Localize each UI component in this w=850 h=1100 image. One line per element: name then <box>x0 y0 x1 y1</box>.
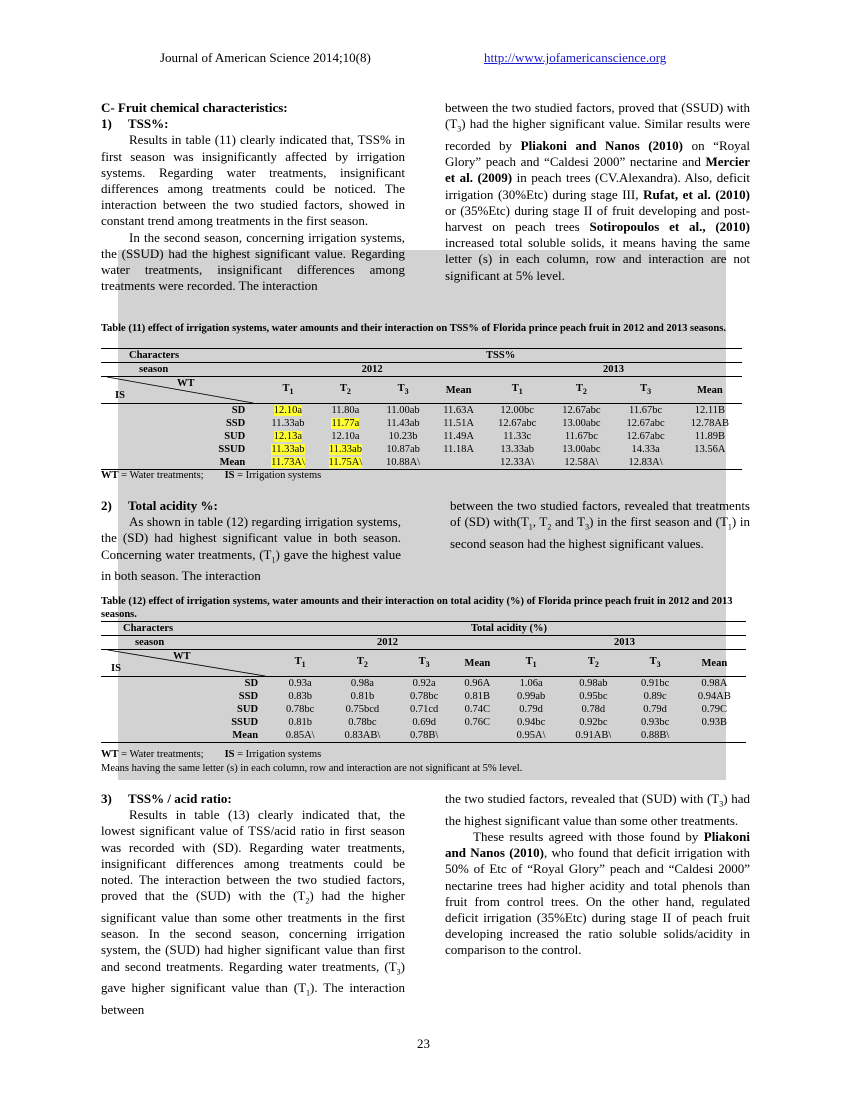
table-cell: 14.33a <box>631 444 660 455</box>
table-cell: 0.81B <box>464 691 491 702</box>
table-cell: 0.74C <box>464 704 491 715</box>
table-cell <box>259 456 316 470</box>
table-cell: 0.95A\ <box>503 729 559 743</box>
table-cell: 0.96A <box>464 678 491 689</box>
table-cell <box>678 456 742 470</box>
table-cell: 0.92a <box>412 678 436 689</box>
table-cell: 10.23b <box>388 431 418 442</box>
table-cell: 11.67bc <box>629 405 663 416</box>
table-row <box>101 430 742 443</box>
ratio-paragraph-1: Results in table (13) clearly indicated that, the lowest significant value of TSS/acid ratio in first season was recorded with (SD). Regarding water treatments, insignificant differences among treatments could be noted. The interaction between the two studied factors, proved that the (SUD) with the $(T_2)$ had the higher significant value than some other treatments in the first season. In the second season, concerning irrigation system, the (SUD) had higher significant value than first and second treatments. Regarding water treatments, $(T_3)$ gave higher significant value than $(T_1)$. The interaction between <box>101 807 405 1018</box>
table-cell: 11.18A <box>443 444 475 455</box>
table-cell: 0.93a <box>288 678 312 689</box>
row-label: SSD <box>238 691 259 702</box>
tss-paragraph-3: between the two studied factors, proved that (SSUD) with $(T_3)$ had the higher significant value. Similar results were recorded by Pliakoni and Nanos (2010) on “Royal Glory” peach and “Caldesi 2000” nectarine and Mercier et al. (2009) in peach trees (CV.Alexandra). Also, deficit irrigation (30%Etc) during stage III, Rufat, et al. (2010) or (35%Etc) during stage II of fruit developing and post-harvest on peach trees Sotiropoulos et al., (2010) increased total soluble solids, it means having the same letter (s) in each column, row and interaction are not significant at 5% level. <box>445 100 751 283</box>
table-cell: 0.98a <box>350 678 374 689</box>
acidity-left-column <box>101 498 401 585</box>
table-cell: 11.33ab <box>271 418 305 429</box>
table-cell: 12.83A\ <box>614 456 678 470</box>
table12-year-2012: 2012 <box>272 636 503 650</box>
section-title: C- Fruit chemical characteristics: <box>101 100 288 115</box>
row-label: SD <box>231 405 246 416</box>
table12-significance-note: Means having the same letter (s) in each column, row and interaction are not significant at 5% level. <box>101 763 523 774</box>
table-cell: 0.92bc <box>579 717 608 728</box>
highlighted-value: 11.73A\ <box>271 457 305 468</box>
table-cell: 10.87ab <box>386 444 420 455</box>
table-cell: 0.91AB\ <box>559 729 627 743</box>
table-row <box>101 417 742 430</box>
table-cell: 0.78d <box>581 704 606 715</box>
table-cell: 0.95bc <box>579 691 608 702</box>
row-label: SD <box>244 678 259 689</box>
table-cell: 0.78B\ <box>397 729 452 743</box>
table-cell: 1.06a <box>519 678 543 689</box>
acidity-right-column <box>450 498 750 552</box>
ratio-paragraph-2: the two studied factors, revealed that (SUD) with $(T_3)$ had the highest significant value than some other treatments. <box>445 791 750 828</box>
table-cell: 0.98ab <box>579 678 608 689</box>
table-row <box>101 677 746 691</box>
table12-note: WT = Water treatments; IS = Irrigation systems <box>101 749 322 760</box>
table-cell: 12.67abc <box>626 431 665 442</box>
row-label: SUD <box>224 431 246 442</box>
table-cell: 0.83AB\ <box>328 729 396 743</box>
ratio-paragraph-3: These results agreed with those found by Pliakoni and Nanos (2010), who found that deficit irrigation with 50% of Etc of “Royal Glory” peach and “Caldesi 2000” nectarine trees had higher acidity and total phenols than fruit from control trees. On the other hand, regulated deficit irrigation (35%Etc) during stage II of peach fruit developing increased the ratio soluble solids/acidity in comparison to the control. <box>445 829 751 958</box>
table-cell: 0.98A <box>701 678 728 689</box>
table-cell: 12.33A\ <box>485 456 549 470</box>
table-cell: 0.78bc <box>286 704 315 715</box>
table-cell: 0.93bc <box>640 717 670 728</box>
row-label: Mean <box>101 456 259 470</box>
table11-wt-is-cell: WT IS <box>101 377 259 404</box>
highlighted-value: 11.33ab <box>328 444 362 455</box>
table-cell: 0.89c <box>643 691 667 702</box>
highlighted-value: 12.13a <box>273 431 303 442</box>
table-cell: 0.79C <box>701 704 728 715</box>
table-cell <box>683 729 746 743</box>
table-cell: 0.75bcd <box>345 704 380 715</box>
journal-header: Journal of American Science 2014;10(8) <box>160 50 371 65</box>
table-cell: 12.67abc <box>562 405 601 416</box>
acidity-paragraph-1: As shown in table (12) regarding irrigation systems, the (SD) had highest significant value in both season. Concerning water treatments, $(T_1)$ gave the highest value in both season. The interaction <box>101 514 401 584</box>
table-cell: 0.78bc <box>348 717 377 728</box>
table-row <box>101 729 746 743</box>
table12: Characters Total acidity (%) season 2012 2013 WT IS $T_1$ $T_2$ $T_3$ Mean $T_1$ $T_2$ $T_3$ Mean SD 0.93a 0.98a 0.92a 0.96A 1.06a 0.98ab 0.91bc 0.98A SSD 0.83b 0.81b 0.78bc 0.81B 0.99ab 0.95bc 0.89c 0.94AB SUD 0.78bc 0.75bcd 0.71cd 0.74C 0.79d 0.78d 0.79d 0.79C SSUD 0.81b 0.78bc 0.69d 0.76C 0.94bc 0.92bc 0.93bc 0.93B Mean 0.85A\ 0.83AB\ 0.78B\ 0.95A\ 0.91AB\ 0.88B\ <box>101 621 746 743</box>
tss-left-column <box>101 100 405 294</box>
table-cell <box>317 417 374 430</box>
row-label: Mean <box>101 729 272 743</box>
table-cell: 0.93B <box>701 717 728 728</box>
tss-right-column <box>445 100 750 284</box>
ratio-right-column <box>445 791 750 959</box>
table-cell <box>452 729 503 743</box>
tss-paragraph-1: Results in table (11) clearly indicated that, TSS% in first season was insignificantly affected by irrigation systems. Regarding water treatments, insignificant differences among treatments could be noticed. The interaction between the two studied factors, showed in constant trend among treatments in the first season. <box>101 132 405 229</box>
table-cell: 12.78AB <box>690 418 729 429</box>
table-cell: 11.63A <box>443 405 475 416</box>
acidity-paragraph-2: between the two studied factors, revealed that treatments of (SD) $with(T_1$, $T_2$ and $T_3$) in the first season and $(T_1)$ in second season had the highest significant values. <box>450 498 750 551</box>
table11-measure: TSS% <box>259 349 742 363</box>
row-label: SUD <box>237 704 259 715</box>
table-row <box>101 443 742 456</box>
acidity-heading: 2) Total acidity %: <box>101 498 218 513</box>
row-label: SSD <box>225 418 246 429</box>
table-cell: 0.76C <box>464 717 491 728</box>
row-label: SSUD <box>231 717 259 728</box>
table-cell: 12.58A\ <box>549 456 613 470</box>
table-cell <box>432 456 485 470</box>
table-row <box>101 456 742 470</box>
table11: Characters TSS% season 2012 2013 WT IS $T_1$ $T_2$ $T_3$ Mean $T_1$ $T_2$ $T_3$ Mean SD 12.10a 11.80a 11.00ab 11.63A 12.00bc 12.67abc 11.67bc 12.11B SSD 11.33ab 11.77a 11.43ab 11.51A 12.67abc 13.00abc 12.67abc 12.78AB SUD 12.13a 12.10a 10.23b 11.49A 11.33c 11.67bc 12.67abc 11.89B SSUD 11.33ab 11.33ab 10.87ab 11.18A 13.33ab 13.00abc 14.33a 13.56A Mean 11.73A\ 11.75A\ 10.88A\ 12.33A\ 12.58A\ 12.83A\ <box>101 348 742 470</box>
table-cell: 12.67abc <box>498 418 537 429</box>
table-cell: 13.00abc <box>562 418 601 429</box>
table-cell: 0.94bc <box>516 717 546 728</box>
table-cell: 0.91bc <box>640 678 670 689</box>
table-cell: 0.69d <box>412 717 436 728</box>
table-cell: 0.99ab <box>516 691 546 702</box>
table-row <box>101 690 746 703</box>
table11-year-2012: 2012 <box>259 363 485 377</box>
table11-season: season <box>101 363 259 377</box>
table11-caption: Table (11) effect of irrigation systems, water amounts and their interaction on TSS% of Florida prince peach fruit in 2012 and 2013 seasons. <box>101 323 726 334</box>
table-cell <box>317 456 374 470</box>
table12-wt-is-cell: WT IS <box>101 650 272 677</box>
table-cell <box>317 443 374 456</box>
table-cell <box>259 443 316 456</box>
table12-year-2013: 2013 <box>503 636 746 650</box>
highlighted-value: 11.33ab <box>271 444 305 455</box>
table-cell: 0.79d <box>643 704 667 715</box>
table-cell: 11.51A <box>443 418 475 429</box>
tss-paragraph-2: In the second season, concerning irrigation systems, the (SSUD) had the highest significant value. Regarding water treatments, insignificant differences among treatments were recorded. The interaction <box>101 229 405 294</box>
table-cell: 11.89B <box>694 431 725 442</box>
highlighted-value: 11.75A\ <box>328 457 363 468</box>
table11-characters: Characters <box>101 349 259 363</box>
table-cell: 11.43ab <box>386 418 420 429</box>
table11-year-2013: 2013 <box>485 363 742 377</box>
tss-heading: 1) TSS%: <box>101 116 169 132</box>
table-cell: 12.00bc <box>500 405 534 416</box>
page-number: 23 <box>417 1036 430 1051</box>
table-row <box>101 703 746 716</box>
table-cell: 12.10a <box>331 431 360 442</box>
table-cell: 0.88B\ <box>627 729 682 743</box>
table-cell: 0.94AB <box>697 691 731 702</box>
table-cell: 11.00ab <box>386 405 420 416</box>
ratio-heading: 3) TSS% / acid ratio: <box>101 791 232 806</box>
table12-season: season <box>101 636 272 650</box>
table-cell: 12.67abc <box>626 418 665 429</box>
ratio-left-column <box>101 791 405 1018</box>
highlighted-value: 12.10a <box>273 405 303 416</box>
journal-url-link[interactable]: http://www.jofamericanscience.org <box>484 50 667 65</box>
table-cell: 12.11B <box>694 405 725 416</box>
table12-caption: Table (12) effect of irrigation systems, water amounts and their interaction on total acidity (%) of Florida prince peach fruit in 2012 and 2013 seasons. <box>101 596 733 620</box>
table-row <box>101 716 746 729</box>
table-cell: 10.88A\ <box>374 456 432 470</box>
table-cell: 11.33c <box>503 431 532 442</box>
table11-note: WT = Water treatments; IS = Irrigation systems <box>101 470 322 481</box>
row-label: SSUD <box>218 444 246 455</box>
table-row <box>101 404 742 418</box>
table-cell: 11.67bc <box>564 431 598 442</box>
table-cell: 0.78bc <box>409 691 439 702</box>
table12-measure: Total acidity (%) <box>272 622 746 636</box>
table-cell <box>259 430 316 443</box>
table-cell: 0.81b <box>288 717 312 728</box>
table-cell: 0.79d <box>519 704 543 715</box>
table-cell: 11.49A <box>443 431 475 442</box>
table-cell: 0.85A\ <box>272 729 328 743</box>
table-cell: 13.56A <box>694 444 726 455</box>
table-cell: 0.81b <box>350 691 375 702</box>
table-cell: 11.80a <box>331 405 360 416</box>
table-cell <box>259 404 316 418</box>
highlighted-value: 11.77a <box>331 418 360 429</box>
table-cell: 0.83b <box>288 691 312 702</box>
table-cell: 13.00abc <box>562 444 601 455</box>
table-cell: 13.33ab <box>500 444 534 455</box>
table-cell: 0.71cd <box>409 704 439 715</box>
table12-characters: Characters <box>101 622 272 636</box>
